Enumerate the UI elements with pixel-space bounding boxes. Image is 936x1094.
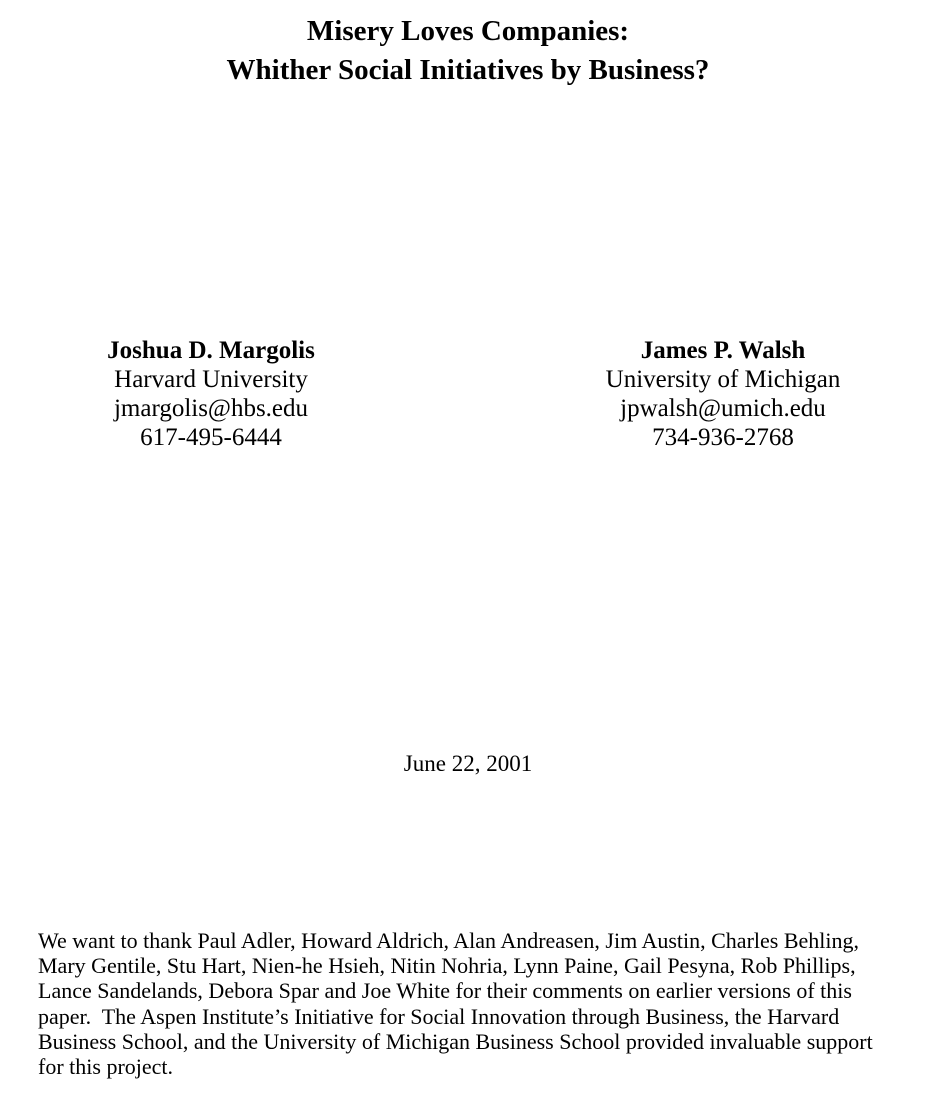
acknowledgment-line: We want to thank Paul Adler, Howard Aldrich, Alan Andreasen, Jim Austin, Charles Behling, <box>38 928 860 953</box>
paper-title <box>0 12 936 90</box>
author-phone: 617-495-6444 <box>140 424 282 451</box>
acknowledgment-line: Mary Gentile, Stu Hart, Nien-he Hsieh, Nitin Nohria, Lynn Paine, Gail Pesyna, Rob Phillips, <box>38 953 856 979</box>
author-affiliation: Harvard University <box>114 366 308 393</box>
author-block-walsh <box>573 336 873 452</box>
author-block-margolis <box>61 336 361 452</box>
acknowledgment-line: Business School, and the University of Michigan Business School provided invaluable support <box>38 1028 873 1054</box>
title-line-2: Whither Social Initiatives by Business? <box>226 54 710 86</box>
author-email: jpwalsh@umich.edu <box>620 395 826 422</box>
acknowledgment-line: for this project. <box>38 1054 174 1080</box>
author-name: James P. Walsh <box>640 337 806 364</box>
author-affiliation: University of Michigan <box>605 366 841 393</box>
title-line-1: Misery Loves Companies: <box>306 15 630 47</box>
author-phone: 734-936-2768 <box>652 424 794 451</box>
author-name: Joshua D. Margolis <box>107 337 315 364</box>
author-email: jmargolis@hbs.edu <box>113 395 309 422</box>
acknowledgment-line: paper. The Aspen Institute’s Initiative for Social Innovation through Business, the Harvard <box>38 1003 840 1029</box>
acknowledgment-line: Lance Sandelands, Debora Spar and Joe White for their comments on earlier versions of this <box>38 978 852 1004</box>
paper-date: June 22, 2001 <box>403 751 533 776</box>
acknowledgments-paragraph <box>38 928 888 1079</box>
